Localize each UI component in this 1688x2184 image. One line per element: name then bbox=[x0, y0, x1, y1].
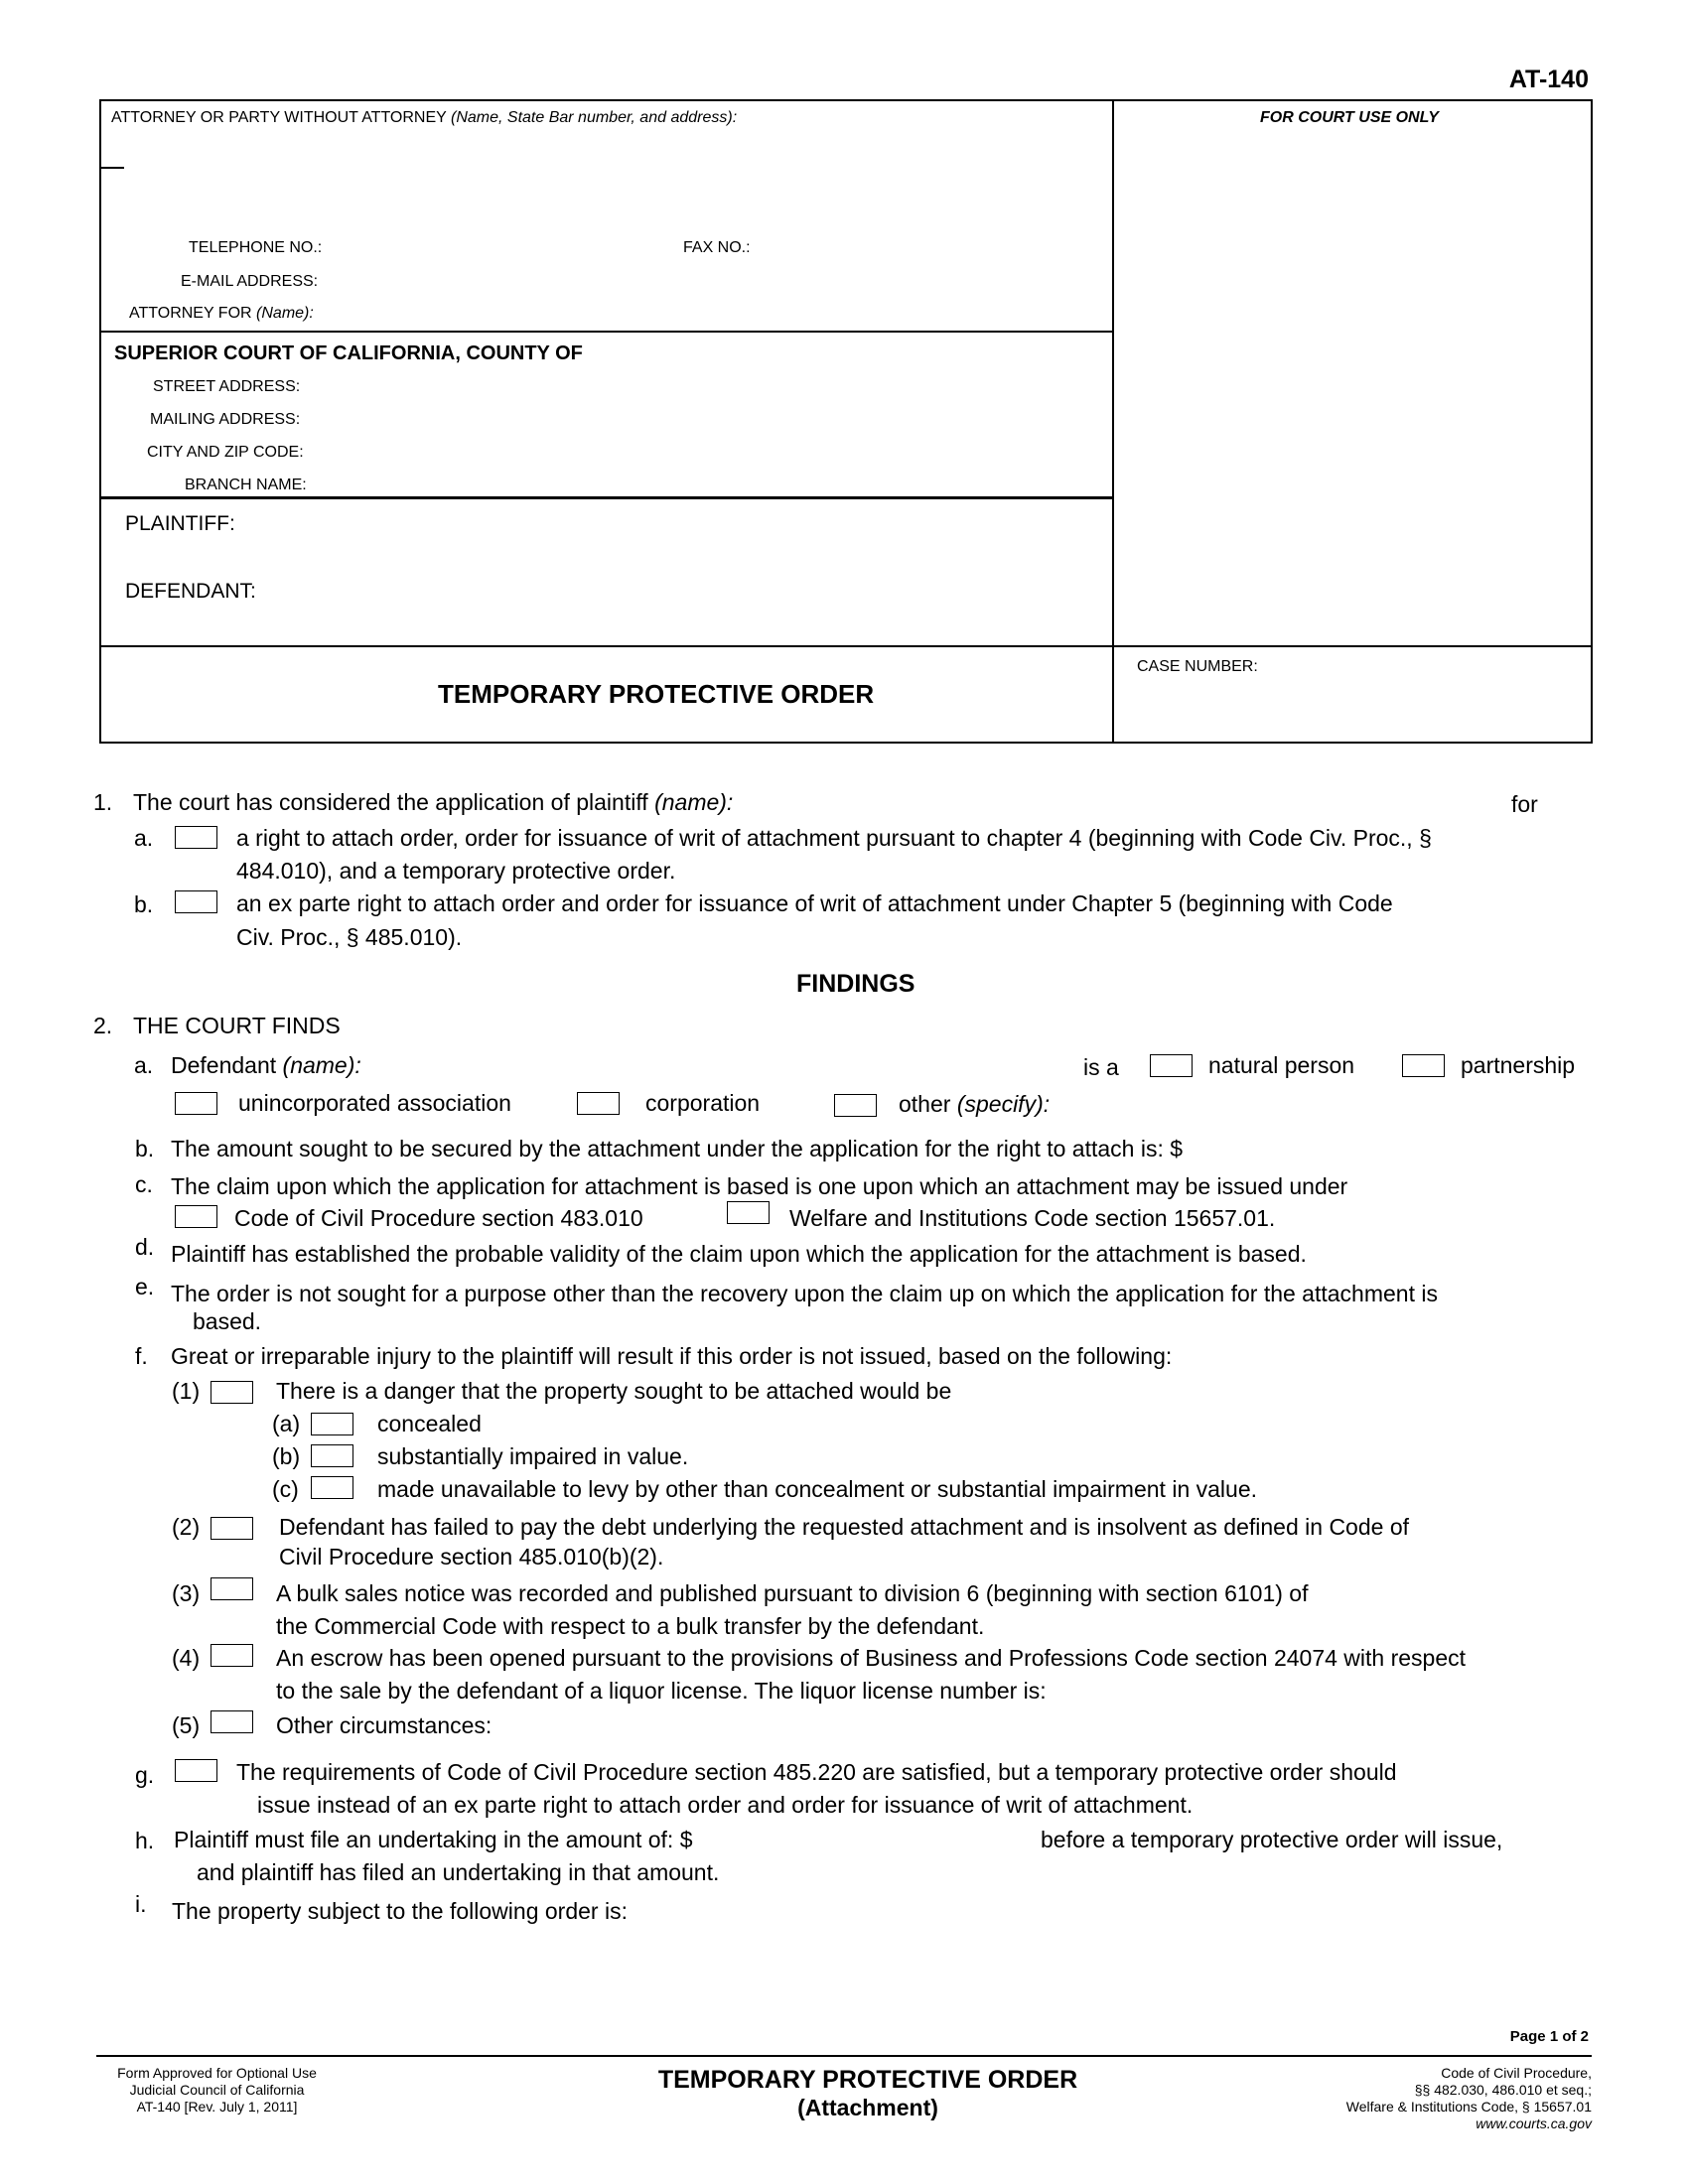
item1b-text-cont: Civ. Proc., § 485.010). bbox=[236, 924, 463, 950]
footer-title: TEMPORARY PROTECTIVE ORDER bbox=[657, 2066, 1078, 2094]
item2-heading: THE COURT FINDS bbox=[133, 1013, 341, 1038]
other-label: other (specify): bbox=[899, 1091, 1051, 1117]
branch-label: BRANCH NAME: bbox=[185, 477, 307, 493]
item2g-text: The requirements of Code of Civil Procedure section 485.220 are satisfied, but a temporary protective order should bbox=[236, 1759, 1397, 1785]
court-title: SUPERIOR COURT OF CALIFORNIA, COUNTY OF bbox=[114, 342, 583, 364]
item2g-checkbox[interactable] bbox=[175, 1759, 217, 1782]
item2g-text-cont: issue instead of an ex parte right to attach order and order for issuance of writ of attachment. bbox=[257, 1792, 1194, 1818]
fax-label: FAX NO.: bbox=[683, 239, 751, 256]
item2h-text-cont: and plaintiff has filed an undertaking in that amount. bbox=[197, 1859, 720, 1885]
item2b-label: b. bbox=[135, 1136, 155, 1161]
item2h-text: Plaintiff must file an undertaking in the amount of: $ bbox=[174, 1827, 693, 1852]
partnership-label: partnership bbox=[1461, 1052, 1576, 1078]
item2-num: 2. bbox=[93, 1013, 113, 1038]
footer-rule bbox=[96, 2055, 1592, 2057]
document-title: TEMPORARY PROTECTIVE ORDER bbox=[438, 679, 875, 709]
natural-person-label: natural person bbox=[1208, 1052, 1355, 1078]
item1b-checkbox[interactable] bbox=[175, 890, 217, 913]
item1b-label: b. bbox=[134, 891, 154, 917]
f2-text-cont: Civil Procedure section 485.010(b)(2). bbox=[279, 1544, 664, 1570]
item2e-text-cont: based. bbox=[193, 1308, 262, 1334]
fb-text: substantially impaired in value. bbox=[377, 1443, 689, 1469]
fb-checkbox[interactable] bbox=[311, 1444, 353, 1467]
f1-text: There is a danger that the property sought to be attached would be bbox=[276, 1378, 952, 1404]
item2a-label: a. bbox=[134, 1052, 154, 1078]
f1-checkbox[interactable] bbox=[211, 1381, 253, 1404]
item2i-label: i. bbox=[135, 1891, 147, 1917]
item2d-text: Plaintiff has established the probable validity of the claim upon which the application for the attachment is based. bbox=[171, 1241, 1307, 1267]
f5-checkbox[interactable] bbox=[211, 1710, 253, 1733]
item2d-label: d. bbox=[135, 1234, 155, 1260]
fc-label: (c) bbox=[272, 1476, 299, 1502]
item1a-text: a right to attach order, order for issuance of writ of attachment pursuant to chapter 4 (beginning with Code Civ. Proc., § bbox=[236, 825, 1432, 851]
item2i-text: The property subject to the following order is: bbox=[172, 1898, 628, 1924]
f3-label: (3) bbox=[172, 1580, 201, 1606]
case-number-label: CASE NUMBER: bbox=[1137, 658, 1258, 675]
court-use-label: FOR COURT USE ONLY bbox=[1260, 109, 1439, 126]
form-number: AT-140 bbox=[1508, 66, 1589, 93]
item1a-checkbox[interactable] bbox=[175, 826, 217, 849]
item1-num: 1. bbox=[93, 789, 113, 815]
item2e-label: e. bbox=[135, 1274, 155, 1299]
f4-text-cont: to the sale by the defendant of a liquor license. The liquor license number is: bbox=[276, 1678, 1047, 1704]
f1-label: (1) bbox=[172, 1378, 201, 1404]
item2c-label: c. bbox=[135, 1171, 153, 1197]
footer-subtitle: (Attachment) bbox=[797, 2095, 938, 2120]
attorney-label: ATTORNEY OR PARTY WITHOUT ATTORNEY (Name, State Bar number, and address): bbox=[111, 109, 738, 126]
courts-link[interactable]: www.courts.ca.gov bbox=[1476, 2116, 1592, 2131]
f5-label: (5) bbox=[172, 1712, 201, 1738]
item2a-text: Defendant (name): bbox=[171, 1052, 361, 1078]
fb-label: (b) bbox=[272, 1443, 301, 1469]
unincorporated-checkbox[interactable] bbox=[175, 1092, 217, 1115]
street-label: STREET ADDRESS: bbox=[153, 378, 301, 395]
item1a-text-cont: 484.010), and a temporary protective order. bbox=[236, 858, 676, 884]
f3-text-cont: the Commercial Code with respect to a bulk transfer by the defendant. bbox=[276, 1613, 985, 1639]
partnership-checkbox[interactable] bbox=[1402, 1054, 1445, 1077]
f4-checkbox[interactable] bbox=[211, 1644, 253, 1667]
page-number: Page 1 of 2 bbox=[1509, 2028, 1589, 2045]
fc-checkbox[interactable] bbox=[311, 1476, 353, 1499]
fa-text: concealed bbox=[377, 1411, 482, 1436]
fc-text: made unavailable to levy by other than concealment or substantial impairment in value. bbox=[377, 1476, 1257, 1502]
f4-text: An escrow has been opened pursuant to the provisions of Business and Professions Code section 24074 with respect bbox=[276, 1645, 1467, 1671]
is-a-label: is a bbox=[1083, 1054, 1119, 1080]
footer-right: Code of Civil Procedure, §§ 482.030, 486.010 et seq.; Welfare & Institutions Code, § 15657.01 www.courts.ca.gov bbox=[1345, 2065, 1592, 2131]
email-label: E-MAIL ADDRESS: bbox=[181, 273, 319, 290]
caption-rule bbox=[99, 496, 1113, 499]
city-zip-label: CITY AND ZIP CODE: bbox=[147, 444, 304, 461]
item2g-label: g. bbox=[135, 1762, 155, 1788]
telephone-label: TELEPHONE NO.: bbox=[189, 239, 323, 256]
ccp-483-checkbox[interactable] bbox=[175, 1205, 217, 1228]
item2e-text: The order is not sought for a purpose other than the recovery upon the claim up on which the application for the attachment is bbox=[171, 1281, 1438, 1306]
item2b-text: The amount sought to be secured by the attachment under the application for the right to attach is: $ bbox=[171, 1136, 1184, 1161]
ccp-483-label: Code of Civil Procedure section 483.010 bbox=[234, 1205, 643, 1231]
item2c-text: The claim upon which the application for attachment is based is one upon which an attachment may be issued under bbox=[171, 1173, 1348, 1199]
item2f-text: Great or irreparable injury to the plaintiff will result if this order is not issued, based on the following: bbox=[171, 1343, 1173, 1369]
item2h-label: h. bbox=[135, 1828, 155, 1853]
fa-label: (a) bbox=[272, 1411, 301, 1436]
wic-15657-label: Welfare and Institutions Code section 15657.01. bbox=[789, 1205, 1276, 1231]
f2-checkbox[interactable] bbox=[211, 1517, 253, 1540]
f2-label: (2) bbox=[172, 1514, 201, 1540]
plaintiff-label: PLAINTIFF: bbox=[125, 512, 235, 535]
defendant-label: DEFENDANT: bbox=[125, 580, 256, 603]
corporation-label: corporation bbox=[645, 1090, 761, 1116]
corner-mark bbox=[99, 167, 124, 169]
item1a-label: a. bbox=[134, 825, 154, 851]
f4-label: (4) bbox=[172, 1645, 201, 1671]
caption-rule bbox=[99, 645, 1591, 647]
attorney-for-label: ATTORNEY FOR (Name): bbox=[129, 305, 314, 322]
mailing-label: MAILING ADDRESS: bbox=[150, 411, 301, 428]
f5-text: Other circumstances: bbox=[276, 1712, 492, 1738]
findings-heading: FINDINGS bbox=[796, 970, 915, 998]
unincorporated-label: unincorporated association bbox=[238, 1090, 511, 1116]
item1-for: for bbox=[1511, 791, 1538, 817]
f2-text: Defendant has failed to pay the debt underlying the requested attachment and is insolvent as defined in Code of bbox=[279, 1514, 1409, 1540]
natural-person-checkbox[interactable] bbox=[1150, 1054, 1193, 1077]
item2h-text2: before a temporary protective order will issue, bbox=[1041, 1827, 1503, 1852]
caption-rule bbox=[99, 331, 1113, 333]
other-checkbox[interactable] bbox=[834, 1094, 877, 1117]
item1-text: The court has considered the application of plaintiff (name): bbox=[133, 789, 734, 815]
item1b-text: an ex parte right to attach order and order for issuance of writ of attachment under Chapter 5 (beginning with Code bbox=[236, 890, 1393, 916]
footer-left: Form Approved for Optional Use Judicial Council of California AT-140 [Rev. July 1, 2011] bbox=[117, 2065, 317, 2115]
wic-15657-checkbox[interactable] bbox=[727, 1201, 770, 1224]
corporation-checkbox[interactable] bbox=[577, 1092, 620, 1115]
fa-checkbox[interactable] bbox=[311, 1413, 353, 1435]
f3-text: A bulk sales notice was recorded and published pursuant to division 6 (beginning with section 6101) of bbox=[276, 1580, 1309, 1606]
f3-checkbox[interactable] bbox=[211, 1577, 253, 1600]
item2f-label: f. bbox=[135, 1343, 148, 1369]
